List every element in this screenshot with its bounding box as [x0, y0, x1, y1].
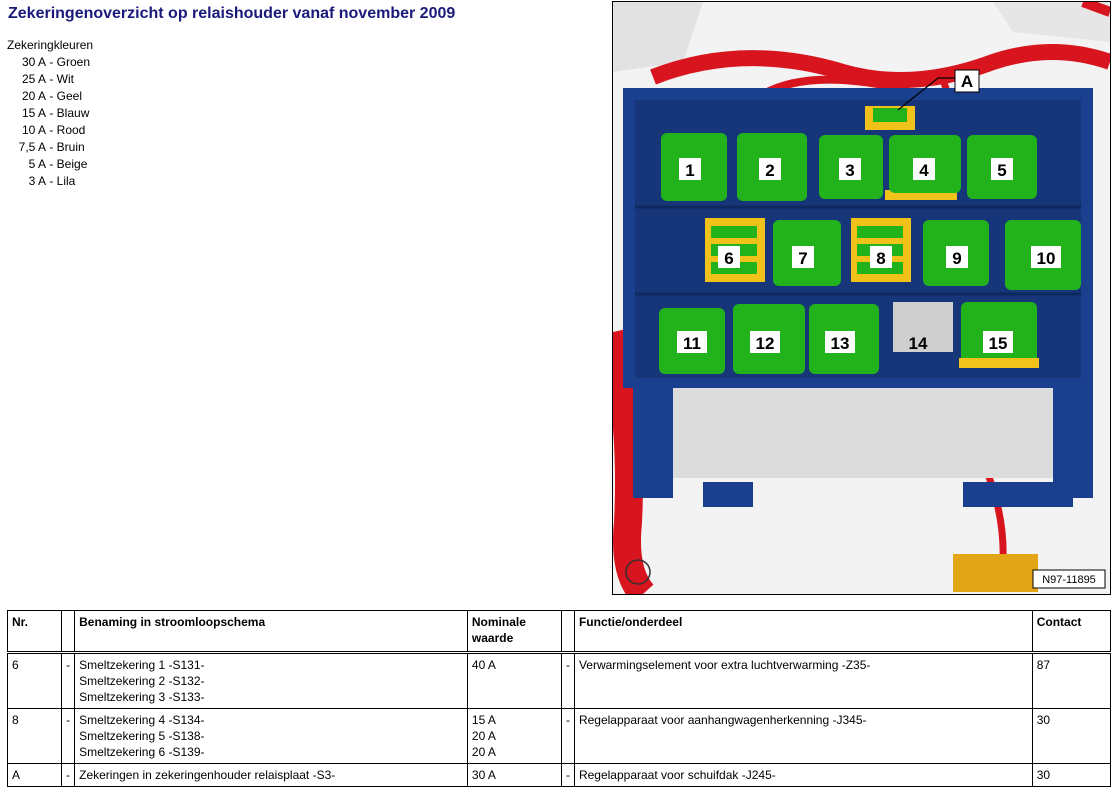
- cell-contact: 87: [1032, 653, 1110, 709]
- cell-nr: 8: [8, 709, 62, 764]
- cell-dash: -: [62, 653, 75, 709]
- legend-amp: 7,5 A: [18, 140, 46, 154]
- cell-function: Regelapparaat voor aanhangwagenherkenning -J345-: [574, 709, 1032, 764]
- legend-heading: Zekeringkleuren: [7, 38, 94, 52]
- cell-dash: -: [561, 709, 574, 764]
- name-line: Smeltzekering 6 -S139-: [79, 745, 205, 759]
- housing-foot: [703, 482, 753, 507]
- cell-contact: 30: [1032, 709, 1110, 764]
- legend-item: 10 A - Rood: [7, 122, 93, 139]
- legend-item: 30 A - Groen: [7, 54, 93, 71]
- name-line: Zekeringen in zekeringenhouder relaisplaat -S3-: [79, 768, 336, 782]
- cell-dash: -: [62, 764, 75, 787]
- name-line: Smeltzekering 1 -S131-: [79, 658, 205, 672]
- legend-amp: 20 A: [21, 89, 46, 103]
- relay-5: [967, 135, 1037, 199]
- legend-item: 25 A - Wit: [7, 71, 93, 88]
- relay-7: [773, 220, 841, 286]
- grey-base-block: [668, 388, 1068, 478]
- legend-amp: 10 A: [21, 123, 46, 137]
- header-name: Benaming in stroomloopschema: [75, 611, 468, 653]
- fuse-number: 12: [755, 334, 775, 353]
- fuse-number: 5: [997, 161, 1007, 180]
- bottom-connector: [953, 554, 1038, 592]
- relay-holder-illustration: [613, 2, 1110, 594]
- cell-value: [467, 709, 561, 764]
- table-row: [8, 653, 1111, 709]
- relay-3: [819, 135, 883, 199]
- relay-9: [923, 220, 989, 286]
- fuse-table: [7, 610, 1111, 787]
- slot-14: [909, 334, 928, 353]
- name-line: Smeltzekering 3 -S133-: [79, 690, 205, 704]
- table-row: [8, 764, 1111, 787]
- fuse-number: 14: [908, 334, 928, 353]
- fuse-number: 13: [830, 334, 850, 353]
- fuse-number: 9: [952, 249, 962, 268]
- header-dash: [62, 611, 75, 653]
- value-line: 30 A: [471, 768, 496, 782]
- relay-11: [659, 308, 725, 374]
- legend-amp: 25 A: [21, 72, 46, 86]
- page-title: Zekeringenoverzicht op relaishouder vanaf november 2009: [8, 5, 456, 22]
- legend-item: 3 A - Lila: [7, 173, 93, 190]
- legend-color: Rood: [56, 123, 86, 137]
- legend-color: Geel: [56, 89, 83, 103]
- callout-label: A: [960, 72, 974, 91]
- cell-dash: -: [561, 653, 574, 709]
- value-line: 20 A: [471, 745, 496, 759]
- fuse-number: 8: [876, 249, 886, 268]
- fuse-number: 6: [724, 249, 734, 268]
- fuse-blade: [711, 226, 757, 238]
- header-value: Nominale waarde: [467, 611, 561, 653]
- name-line: Smeltzekering 4 -S134-: [79, 713, 205, 727]
- header-contact: Contact: [1032, 611, 1110, 653]
- name-line: Smeltzekering 2 -S132-: [79, 674, 205, 688]
- cell-nr: A: [8, 764, 62, 787]
- fuse-number: 15: [988, 334, 1008, 353]
- cell-name: [75, 764, 468, 787]
- fuse-color-legend: [7, 37, 93, 190]
- relay-2: [737, 133, 807, 201]
- fuse-number: 4: [919, 161, 929, 180]
- legend-item: 15 A - Blauw: [7, 105, 93, 122]
- legend-amp: 15 A: [21, 106, 46, 120]
- fuse-number: 3: [845, 161, 855, 180]
- cell-value: [467, 653, 561, 709]
- legend-color: Wit: [56, 72, 74, 86]
- legend-color: Lila: [56, 174, 76, 188]
- cell-function: Verwarmingselement voor extra luchtverwarming -Z35-: [574, 653, 1032, 709]
- housing-leg: [633, 388, 673, 498]
- cell-dash: -: [561, 764, 574, 787]
- reference-code: N97-11895: [1042, 574, 1096, 586]
- fuse-a: [873, 108, 907, 122]
- legend-color: Blauw: [56, 106, 90, 120]
- legend-amp: 30 A: [21, 55, 46, 69]
- housing-leg: [1053, 388, 1093, 498]
- relay-holder-diagram: [612, 1, 1111, 595]
- cell-nr: 6: [8, 653, 62, 709]
- legend-item: 7,5 A - Bruin: [7, 139, 93, 156]
- value-line: 40 A: [471, 658, 496, 672]
- fuse-number: 1: [685, 161, 695, 180]
- fuse-number: 11: [683, 334, 701, 353]
- cell-name: [75, 653, 468, 709]
- legend-amp: 3 A: [28, 174, 46, 188]
- fuse-6: [705, 218, 765, 282]
- fuse-8: [851, 218, 911, 282]
- legend-color: Bruin: [56, 140, 85, 154]
- fuse-blade: [857, 226, 903, 238]
- relay-13: [809, 304, 879, 374]
- relay-15: [959, 302, 1039, 368]
- legend-color: Beige: [56, 157, 88, 171]
- header-dash: [561, 611, 574, 653]
- table-header-row: [8, 611, 1111, 653]
- legend-color: Groen: [56, 55, 91, 69]
- housing-foot: [963, 482, 1073, 507]
- cell-value: [467, 764, 561, 787]
- relay-10: [1005, 220, 1081, 290]
- fuse-base: [959, 358, 1039, 368]
- name-line: Smeltzekering 5 -S138-: [79, 729, 205, 743]
- legend-item: 5 A - Beige: [7, 156, 93, 173]
- legend-amp: 5 A: [28, 157, 46, 171]
- fuse-number: 10: [1036, 249, 1056, 268]
- header-function: Functie/onderdeel: [574, 611, 1032, 653]
- cell-function: Regelapparaat voor schuifdak -J245-: [574, 764, 1032, 787]
- value-line: 15 A: [471, 713, 496, 727]
- table-row: [8, 709, 1111, 764]
- fuse-number: 2: [765, 161, 775, 180]
- fuse-number: 7: [798, 249, 808, 268]
- cell-dash: -: [62, 709, 75, 764]
- cell-name: [75, 709, 468, 764]
- relay-4: [885, 135, 961, 200]
- cell-contact: 30: [1032, 764, 1110, 787]
- value-line: 20 A: [471, 729, 496, 743]
- relay-12: [733, 304, 805, 374]
- relay-1: [661, 133, 727, 201]
- header-nr: Nr.: [8, 611, 62, 653]
- legend-item: 20 A - Geel: [7, 88, 93, 105]
